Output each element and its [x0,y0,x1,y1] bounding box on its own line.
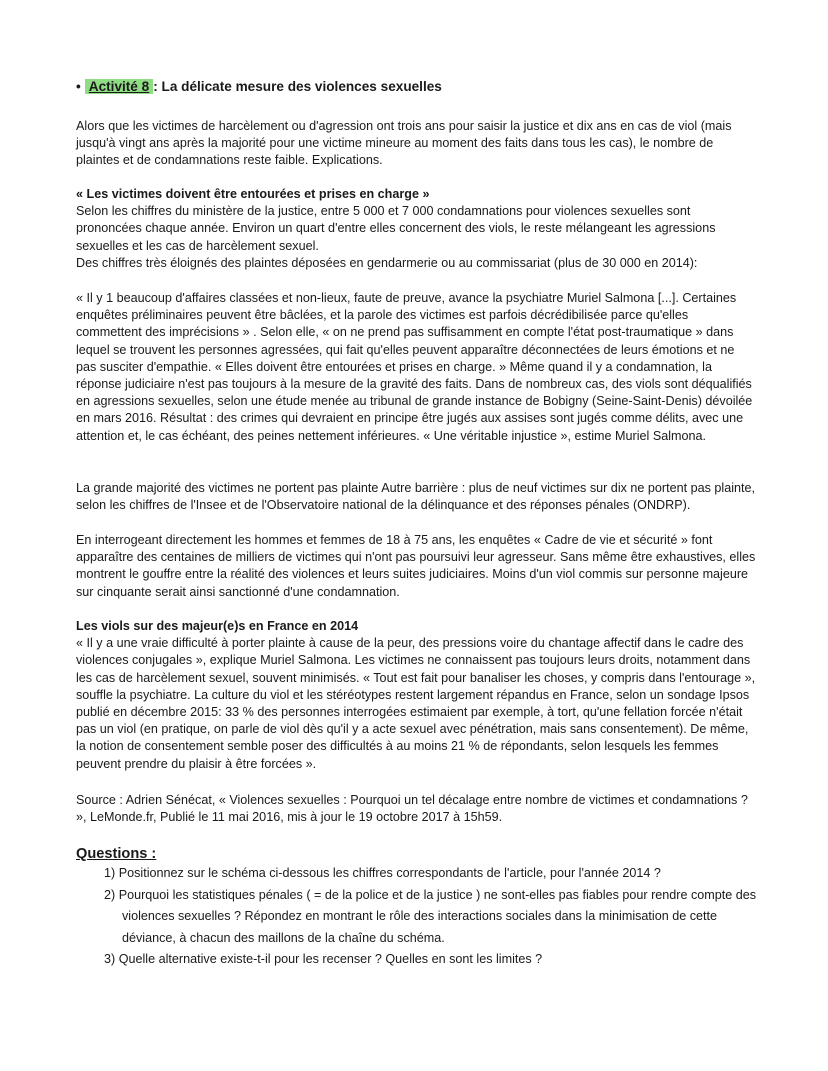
paragraph-survey: En interrogeant directement les hommes et femmes de 18 à 75 ans, les enquêtes « Cadre de vie et sécurité » font apparaître des centaines de milliers de victimes qui n'ont pas poursuivi leur agresseur. Sans même être exhaustives, elles montrent le gouffre entre la réalité des violences et leurs suites judiciaires. Moins d'un viol commis sur personne majeure sur cinquante serait ainsi sanctionné d'une condamnation. [76,533,756,599]
paragraph-complaints: Des chiffres très éloignés des plaintes déposées en gendarmerie ou au commissariat (plus de 30 000 en 2014): [76,255,698,270]
activity-label: Activité 8 [85,79,153,94]
section-rapes-2014 [76,618,756,773]
questions-title: Questions : [76,846,157,862]
activity-heading: : La délicate mesure des violences sexuelles [153,79,442,94]
source-citation: Source : Adrien Sénécat, « Violences sexuelles : Pourquoi un tel décalage entre nombre de victimes et condamnations ? », LeMonde.fr, Publié le 11 mai 2016, mis à jour le 19 octobre 2017 à 15h59. [76,793,748,825]
quote-salmona: « Il y 1 beaucoup d'affaires classées et non-lieux, faute de preuve, avance la psychiatre Muriel Salmona [...]. Certaines enquêtes préliminaires peuvent être bâclées, et la parole des victimes est parfois décrédibilisée parce qu'elles commettent des imprécisions » . Selon elle, « on ne prend pas suffisamment en compte l'état post-traumatique » dans lequel se trouvent les personnes agressées, qui fait qu'elles peuvent apparaître déconnectées de leurs émotions et ne pas susciter d'empathie. « Elles doivent être entourées et prises en charge. » Même quand il y a condamnation, la réponse judiciaire n'est pas toujours à la mesure de la gravité des faits. Dans de nombreux cas, des viols sont déqualifiés en agressions sexuelles, selon une étude menée au tribunal de grande instance de Bobigny (Seine-Saint-Denis) dévoilée en mars 2016. Résultat : des crimes qui devraient en principe être jugés aux assises sont jugés comme délits, avec une attention et, le cas échéant, des peines nettement inférieures. « Une véritable injustice », estime Muriel Salmona. [76,291,753,443]
intro-paragraph: Alors que les victimes de harcèlement ou d'agression ont trois ans pour saisir la justice et dix ans en cas de viol (mais jusqu'à vingt ans après la majorité pour une victime mineure au moment des faits dans tous les cas), le nombre de plaintes et de condamnations reste faible. Explications. [76,119,732,168]
activity-title [76,78,442,95]
paragraph-majority: La grande majorité des victimes ne portent pas plainte Autre barrière : plus de neuf victimes sur dix ne portent pas plainte, selon les chiffres de l'Insee et de l'Observatoire national de la délinquance et des réponses pénales (ONDRP). [76,481,756,513]
question-item: 1) Positionnez sur le schéma ci-dessous les chiffres correspondants de l'article, pour l'année 2014 ? [104,866,661,880]
question-item: 2) Pourquoi les statistiques pénales ( = de la police et de la justice ) ne sont-elles pas fiables pour rendre compte des violences sexuelles ? Répondez en montrant le rôle des interactions sociales dans la minimisation de cette déviance, à chacun des maillons de la chaîne du schéma. [104,887,757,945]
paragraph-rapes: « Il y a une vraie difficulté à porter plainte à cause de la peur, des pressions voire du chantage affectif dans le cadre des violences conjugales », explique Muriel Salmona. Les victimes ne connaissent pas toujours leurs droits, notamment dans les cas de harcèlement sexuel, souvent minimisés. « Tout est fait pour banaliser les choses, y compris dans l'entourage », souffle la psychiatre. La culture du viol et les stéréotypes restent largement répandus en France, selon un sondage Ipsos publié en décembre 2015: 33 % des personnes interrogées estimaient par exemple, à tort, qu'une fellation forcée n'était pas un viol (en pratique, on parle de viol dès qu'il y a acte sexuel avec pénétration, mais sans consentement). De même, la notion de consentement semble poser des difficultés à au moins 21 % de répondants, selon lesquels les femmes peuvent prendre du plaisir à être forcées ». [76,636,756,771]
bullet: • [76,79,81,94]
paragraph-condemnations: Selon les chiffres du ministère de la justice, entre 5 000 et 7 000 condamnations pour violences sexuelles sont prononcées chaque année. Environ un quart d'entre elles concernent des viols, le reste mélangeant les agressions sexuelles et les cas de harcèlement sexuel. [76,204,716,253]
questions-list [104,863,764,971]
section-heading-victims: « Les victimes doivent être entourées et prises en charge » [76,187,430,201]
section-heading-rapes: Les viols sur des majeur(e)s en France en 2014 [76,619,359,633]
section-victims [76,186,756,272]
question-item: 3) Quelle alternative existe-t-il pour les recenser ? Quelles en sont les limites ? [104,952,543,967]
